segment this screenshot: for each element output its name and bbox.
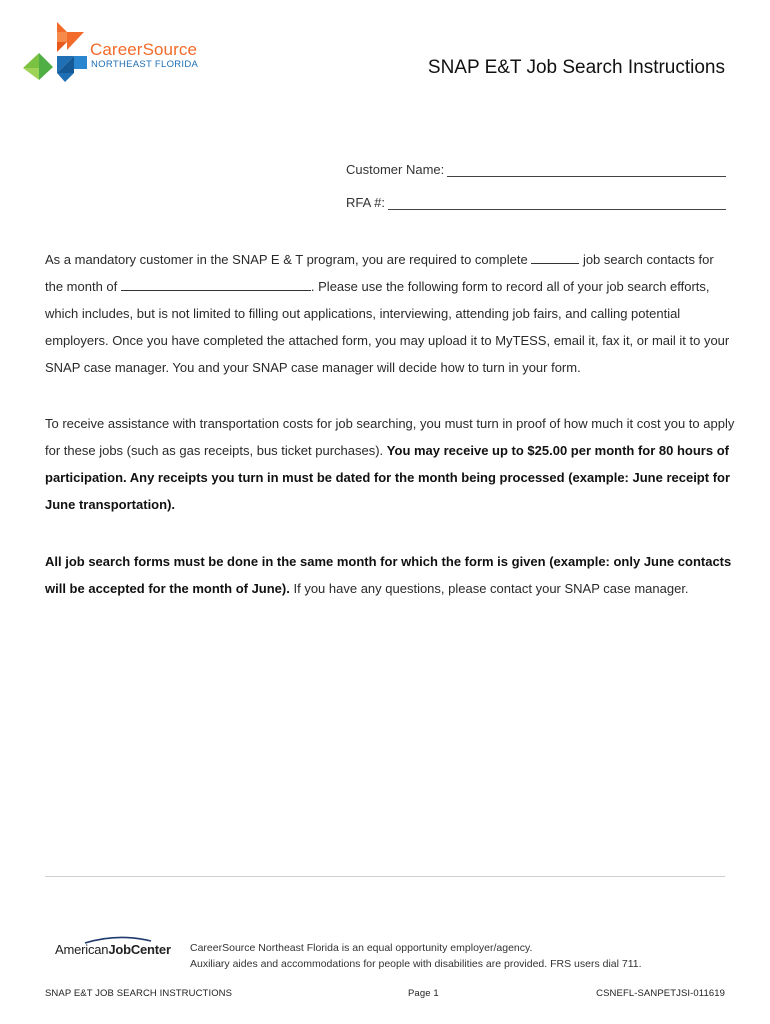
footer-form-code: CSNEFL-SANPETJSI-011619 bbox=[596, 988, 725, 999]
brand-name: CareerSource bbox=[90, 40, 198, 59]
footer-divider bbox=[45, 876, 725, 877]
eeo-statement bbox=[190, 940, 642, 972]
para1-text-c: . Please use the following form to record all of your job search efforts, which includes, but is not limited to filling out applications, interviewing, attending job fairs, and calling potential employers. Once you have completed the attached form, you may upload it to MyTESS, email it, fax it, or mail it to your SNAP case manager. You and your SNAP case manager will decide how to turn in your form. bbox=[45, 279, 730, 375]
careersource-logo-icon bbox=[22, 22, 88, 88]
para1-text-a: As a mandatory customer in the SNAP E & T program, you are required to complete bbox=[45, 252, 528, 267]
rfa-label: RFA #: bbox=[346, 195, 386, 210]
swoosh-icon bbox=[83, 935, 153, 945]
footer-document-name: SNAP E&T JOB SEARCH INSTRUCTIONS bbox=[45, 988, 233, 999]
month-blank[interactable] bbox=[121, 278, 311, 291]
footer-page-number: Page 1 bbox=[408, 988, 439, 999]
customer-name-field[interactable] bbox=[346, 162, 726, 177]
eeo-line-1: CareerSource Northeast Florida is an equal opportunity employer/agency. bbox=[190, 942, 533, 954]
para3-normal: If you have any questions, please contact your SNAP case manager. bbox=[293, 581, 689, 596]
ajc-part1: American bbox=[55, 942, 109, 957]
instructions-paragraph bbox=[45, 246, 735, 381]
customer-name-label: Customer Name: bbox=[346, 162, 445, 177]
american-job-center-logo bbox=[55, 942, 171, 957]
para2-normal: To receive assistance with transportation costs for job searching, you must turn in proof of how much it cost you to apply for these jobs (such as gas receipts, bus ticket purchases). bbox=[45, 416, 735, 458]
contacts-count-blank[interactable] bbox=[531, 251, 579, 264]
eeo-line-2: Auxiliary aides and accommodations for people with disabilities are provided. FRS users dial 711. bbox=[190, 958, 642, 970]
rfa-field[interactable] bbox=[346, 195, 726, 210]
para2-bold: You may receive up to $25.00 per month for 80 hours of participation. Any receipts you turn in must be dated for the month being processed (example: June receipt for June transportation). bbox=[45, 443, 731, 512]
para1-text-b: job search contacts for the month of bbox=[45, 252, 714, 294]
para3-bold: All job search forms must be done in the same month for which the form is given (example: only June contacts will be accepted for the month of June). bbox=[45, 554, 732, 596]
rfa-line[interactable] bbox=[388, 197, 726, 210]
customer-name-line[interactable] bbox=[447, 164, 726, 177]
transportation-paragraph bbox=[45, 410, 735, 518]
brand-subtitle: NORTHEAST FLORIDA bbox=[91, 59, 199, 70]
forms-paragraph bbox=[45, 548, 735, 602]
careersource-logo bbox=[22, 22, 202, 92]
document-title: SNAP E&T Job Search Instructions bbox=[427, 57, 725, 78]
ajc-part2: JobCenter bbox=[108, 942, 171, 957]
